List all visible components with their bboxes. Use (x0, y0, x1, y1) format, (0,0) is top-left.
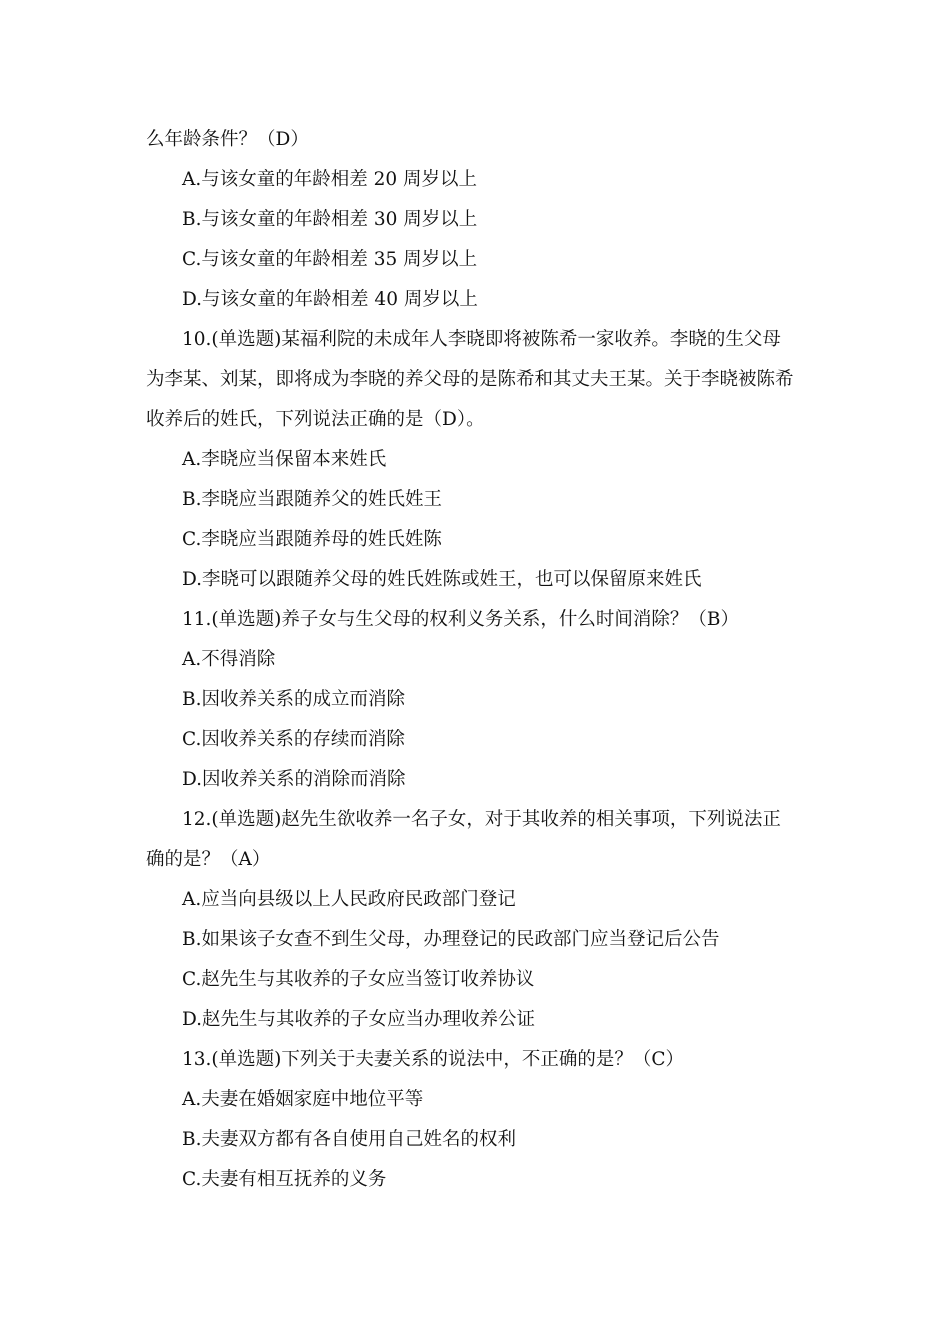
question-10-option-d: D.李晓可以跟随养父母的姓氏姓陈或姓王，也可以保留原来姓氏 (182, 569, 702, 590)
question-9-option-b: B.与该女童的年龄相差 30 周岁以上 (182, 209, 478, 230)
question-11-stem: 11.(单选题)养子女与生父母的权利义务关系，什么时间消除？（B） (182, 609, 739, 630)
question-11-option-d: D.因收养关系的消除而消除 (182, 769, 406, 790)
question-10-stem-line-1: 10.(单选题)某福利院的未成年人李晓即将被陈希一家收养。李晓的生父母 (182, 329, 781, 350)
question-12-option-a: A.应当向县级以上人民政府民政部门登记 (182, 889, 516, 910)
question-13-option-c: C.夫妻有相互抚养的义务 (182, 1169, 387, 1190)
question-9-option-d: D.与该女童的年龄相差 40 周岁以上 (182, 289, 478, 310)
question-13-stem: 13.(单选题)下列关于夫妻关系的说法中，不正确的是？（C） (182, 1049, 685, 1070)
question-10-option-a: A.李晓应当保留本来姓氏 (182, 449, 387, 470)
question-11-option-c: C.因收养关系的存续而消除 (182, 729, 405, 750)
question-9-option-c: C.与该女童的年龄相差 35 周岁以上 (182, 249, 478, 270)
question-10-option-b: B.李晓应当跟随养父的姓氏姓王 (182, 489, 442, 510)
question-11-option-b: B.因收养关系的成立而消除 (182, 689, 405, 710)
question-12-option-c: C.赵先生与其收养的子女应当签订收养协议 (182, 969, 535, 990)
question-13-option-b: B.夫妻双方都有各自使用自己姓名的权利 (182, 1129, 516, 1150)
question-10-option-c: C.李晓应当跟随养母的姓氏姓陈 (182, 529, 442, 550)
question-12-option-d: D.赵先生与其收养的子女应当办理收养公证 (182, 1009, 536, 1030)
question-9-continuation: 么年龄条件？（D） (146, 129, 309, 150)
question-12-option-b: B.如果该子女查不到生父母，办理登记的民政部门应当登记后公告 (182, 929, 720, 950)
question-12-stem-line-1: 12.(单选题)赵先生欲收养一名子女，对于其收养的相关事项，下列说法正 (182, 809, 781, 830)
question-12-stem-line-2: 确的是？（A） (146, 849, 271, 870)
question-10-stem-line-3: 收养后的姓氏，下列说法正确的是（D）。 (146, 409, 485, 430)
question-13-option-a: A.夫妻在婚姻家庭中地位平等 (182, 1089, 424, 1110)
question-11-option-a: A.不得消除 (182, 649, 276, 670)
question-9-option-a: A.与该女童的年龄相差 20 周岁以上 (182, 169, 478, 190)
question-10-stem-line-2: 为李某、刘某，即将成为李晓的养父母的是陈希和其丈夫王某。关于李晓被陈希 (146, 369, 794, 390)
